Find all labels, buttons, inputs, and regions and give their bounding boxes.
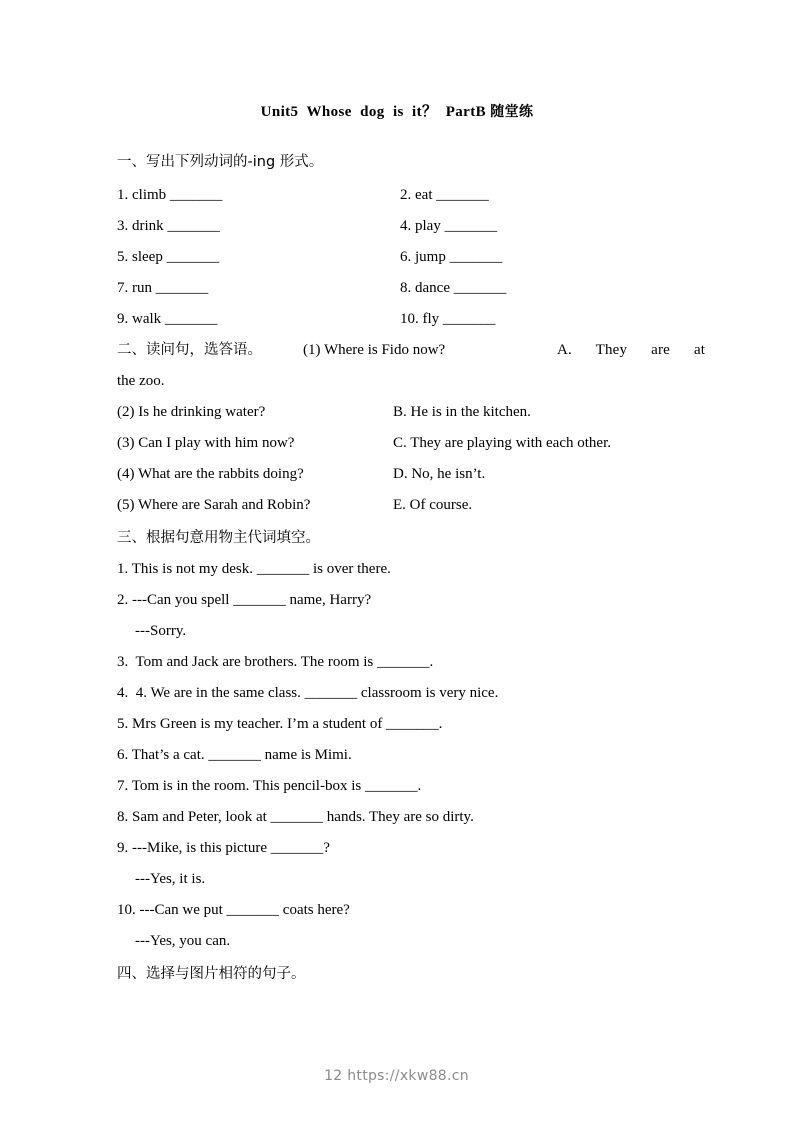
fill-blank-item-3[interactable]: 3. Tom and Jack are brothers. The room is _______. bbox=[117, 654, 434, 670]
match-row bbox=[117, 459, 677, 490]
fill-blank-item-5[interactable]: 5. Mrs Green is my teacher. I’m a student of _______. bbox=[117, 716, 443, 732]
section-one-items bbox=[117, 180, 677, 335]
section-three-heading: 三、根据句意用物主代词填空。 bbox=[117, 530, 320, 546]
match-answer-a[interactable]: A. They are at bbox=[557, 342, 706, 358]
page-title-chinese: 随堂练 bbox=[490, 104, 534, 120]
section-four-heading: 四、选择与图片相符的句子。 bbox=[117, 966, 306, 982]
exercise-item-2[interactable]: 2. eat _______ bbox=[400, 187, 489, 203]
section-two-first-line bbox=[117, 335, 706, 366]
page-title bbox=[117, 100, 677, 121]
exercise-row bbox=[117, 242, 677, 273]
fill-blank-item-9-reply: ---Yes, it is. bbox=[135, 871, 206, 887]
match-question-1[interactable]: (1) Where is Fido now? bbox=[303, 342, 446, 358]
fill-blank-item-9[interactable]: 9. ---Mike, is this picture _______? bbox=[117, 840, 330, 856]
match-answer-e[interactable]: E. Of course. bbox=[393, 497, 473, 513]
fill-blank-item-7[interactable]: 7. Tom is in the room. This pencil-box is _______. bbox=[117, 778, 422, 794]
exercise-item-9[interactable]: 9. walk _______ bbox=[117, 311, 218, 327]
fill-blank-item-10-reply: ---Yes, you can. bbox=[135, 933, 231, 949]
exercise-row bbox=[117, 273, 677, 304]
fill-blank-item-2[interactable]: 2. ---Can you spell _______ name, Harry? bbox=[117, 592, 372, 608]
exercise-item-10[interactable]: 10. fly _______ bbox=[400, 311, 496, 327]
exercise-item-5[interactable]: 5. sleep _______ bbox=[117, 249, 220, 265]
section-one-heading: 一、写出下列动词的-ing 形式。 bbox=[117, 154, 324, 170]
exercise-row bbox=[117, 180, 677, 211]
match-answer-d[interactable]: D. No, he isn’t. bbox=[393, 466, 486, 482]
exercise-item-4[interactable]: 4. play _______ bbox=[400, 218, 498, 234]
exercise-row bbox=[117, 304, 677, 335]
fill-blank-item-4[interactable]: 4. 4. We are in the same class. _______ classroom is very nice. bbox=[117, 685, 499, 701]
match-answer-b[interactable]: B. He is in the kitchen. bbox=[393, 404, 531, 420]
exercise-item-8[interactable]: 8. dance _______ bbox=[400, 280, 507, 296]
footer-watermark: 12 https://xkw88.cn bbox=[324, 1068, 469, 1084]
exercise-item-3[interactable]: 3. drink _______ bbox=[117, 218, 220, 234]
exercise-item-1[interactable]: 1. climb _______ bbox=[117, 187, 223, 203]
match-question-2[interactable]: (2) Is he drinking water? bbox=[117, 404, 266, 420]
page-title-english: Unit5 Whose dog is it？ PartB bbox=[260, 104, 491, 120]
fill-blank-item-8[interactable]: 8. Sam and Peter, look at _______ hands. They are so dirty. bbox=[117, 809, 474, 825]
match-row bbox=[117, 490, 677, 521]
match-question-3[interactable]: (3) Can I play with him now? bbox=[117, 435, 295, 451]
match-row bbox=[117, 428, 677, 459]
fill-blank-item-1[interactable]: 1. This is not my desk. _______ is over there. bbox=[117, 561, 391, 577]
match-answer-a-wrap: the zoo. bbox=[117, 373, 165, 389]
fill-blank-item-6[interactable]: 6. That’s a cat. _______ name is Mimi. bbox=[117, 747, 352, 763]
match-question-5[interactable]: (5) Where are Sarah and Robin? bbox=[117, 497, 311, 513]
exercise-item-7[interactable]: 7. run _______ bbox=[117, 280, 209, 296]
document-body bbox=[117, 100, 706, 990]
fill-blank-item-10[interactable]: 10. ---Can we put _______ coats here? bbox=[117, 902, 350, 918]
match-answer-c[interactable]: C. They are playing with each other. bbox=[393, 435, 611, 451]
exercise-row bbox=[117, 211, 677, 242]
match-question-4[interactable]: (4) What are the rabbits doing? bbox=[117, 466, 304, 482]
fill-blank-item-2-reply: ---Sorry. bbox=[135, 623, 187, 639]
exercise-item-6[interactable]: 6. jump _______ bbox=[400, 249, 503, 265]
match-row bbox=[117, 397, 677, 428]
section-two-heading: 二、读问句，选答语。 bbox=[117, 342, 262, 358]
